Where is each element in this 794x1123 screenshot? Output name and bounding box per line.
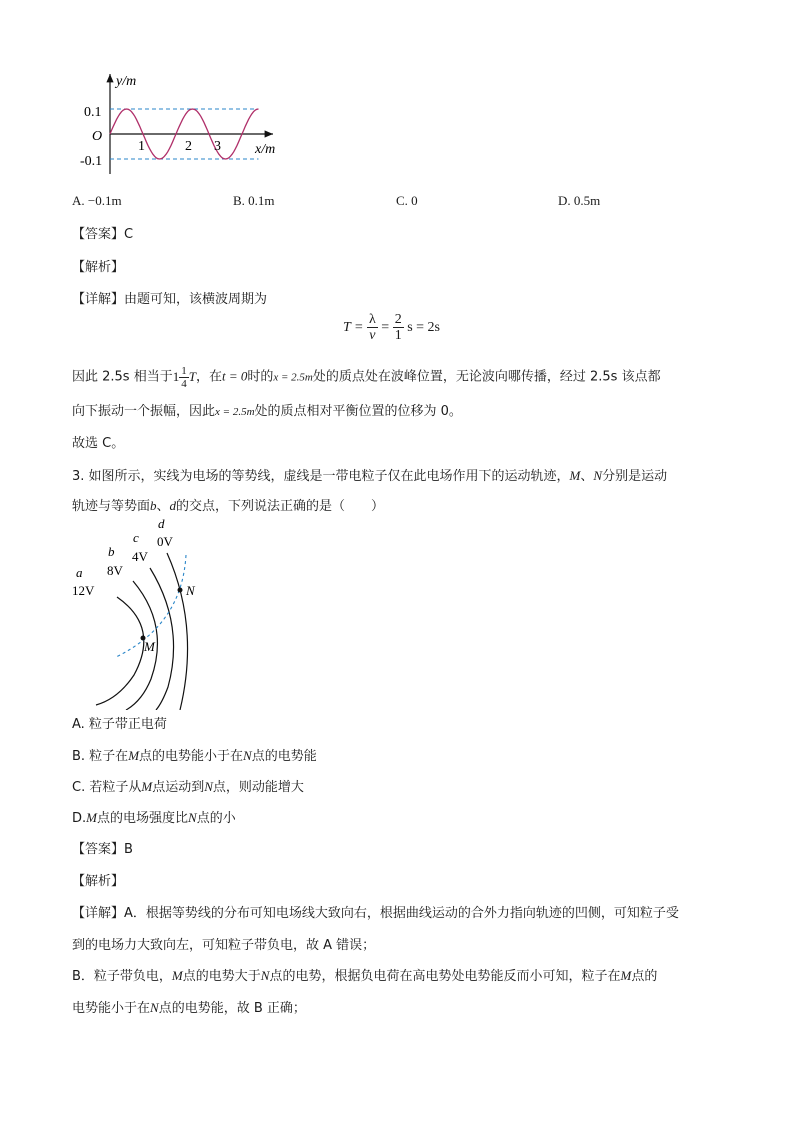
q2-detail-line3 (72, 400, 462, 419)
q2-detail-intro (72, 288, 267, 307)
q2-option-d: D. 0.5m (558, 193, 601, 208)
label-d-name: d (158, 516, 165, 531)
equipotential-a (96, 597, 144, 705)
label-a-name: a (76, 565, 83, 580)
q2-detail-line2 (72, 365, 661, 390)
q2-analysis-tag: 【解析】 (72, 260, 125, 275)
line2-text-c: 时的 (247, 369, 274, 385)
label-d-voltage: 0V (157, 534, 173, 549)
answer-value: C (124, 227, 134, 242)
q3-detail-line3: B．粒子带负电，M点的电势大于N点的电势，根据负电荷在高电势处电势能反而小可知，粒子在M点的 (72, 968, 658, 984)
equipotential-d (167, 553, 188, 710)
line2-text-b: ，在 (195, 369, 222, 385)
origin-label: O (92, 129, 103, 144)
q2-option-c: C. 0 (396, 193, 418, 208)
x-equals-2.5m: x = 2.5m (273, 371, 313, 384)
q3-analysis-tag: 【解析】 (72, 874, 125, 889)
q3-option-d: D.M点的电场强度比N点的小 (72, 810, 236, 826)
y-tick-0.1: 0.1 (84, 105, 102, 120)
q3-detail-line4: 电势能小于在N点的电势能，故 B 正确； (72, 1000, 306, 1016)
q3-detail-line1: 【详解】A．根据等势线的分布可知电场线大致向右，根据曲线运动的合外力指向轨迹的凹侧，可知粒子受 (72, 906, 679, 921)
x-tick-3: 3 (214, 139, 221, 154)
x-tick-1: 1 (138, 139, 145, 154)
line2-text-d: 处的质点处在波峰位置，无论波向哪传播，经过 2.5s 该点都 (312, 369, 661, 385)
q3-stem-line2: 轨迹与等势面b、d的交点，下列说法正确的是（ ） (72, 498, 385, 514)
x-tick-2: 2 (185, 139, 192, 154)
q3-option-b: B. 粒子在M点的电势能小于在N点的电势能 (72, 748, 317, 764)
q2-conclusion: 故选 C。 (72, 436, 125, 451)
label-c-name: c (133, 530, 139, 545)
q2-option-a: A. −0.1m (72, 193, 122, 208)
period-formula (343, 312, 440, 344)
answer-tag: 【答案】 (72, 227, 125, 242)
q2-option-b: B. 0.1m (233, 193, 275, 208)
q3-option-c: C. 若粒子从M点运动到N点，则动能增大 (72, 779, 304, 795)
line3-text-b: 处的质点相对平衡位置的位移为 0。 (254, 404, 462, 419)
label-N: N (186, 583, 195, 598)
wave-graph (70, 68, 300, 180)
q3-stem-line1: 3. 如图所示，实线为电场的等势线，虚线是一带电粒子仅在此电场作用下的运动轨迹，M、N分别是运动 (72, 468, 668, 484)
q3-option-a: A. 粒子带正电荷 (72, 717, 167, 732)
x-axis-label: x/m (255, 142, 276, 157)
y-axis-label: y/m (116, 74, 137, 89)
q3-detail-line2: 到的电场力大致向左，可知粒子带负电，故 A 错误； (72, 938, 376, 953)
y-tick-minus-0.1: -0.1 (80, 154, 103, 169)
equipotential-figure (70, 515, 210, 710)
label-b-name: b (108, 544, 115, 559)
formula-rhs: s = 2s (407, 320, 440, 336)
fraction-2-1: $\frac{2}{1}$ (394, 312, 402, 344)
mixed-fraction: 1 $\frac{1}{4}$ T (172, 365, 196, 391)
x-equals-2.5m: x = 2.5m (215, 406, 255, 418)
label-c-voltage: 4V (132, 549, 148, 564)
detail-tag: 【详解】 (72, 292, 125, 307)
q3-answer: 【答案】B (72, 842, 133, 857)
point-N (178, 588, 183, 593)
t-equals-0: t = 0 (221, 368, 248, 384)
fraction-lambda-v: $\frac{\lambda}{v}$ (368, 312, 376, 344)
formula-lhs: T = (343, 320, 364, 336)
q2-answer (72, 223, 133, 242)
formula-eq: = (381, 320, 390, 336)
label-b-voltage: 8V (107, 563, 123, 578)
label-M: M (144, 639, 155, 654)
detail-intro-text: 由题可知，该横波周期为 (124, 292, 268, 307)
label-a-voltage: 12V (72, 583, 95, 598)
line2-text-a: 因此 2.5s 相当于 (72, 369, 173, 385)
line3-text-a: 向下振动一个振幅，因此 (72, 404, 216, 419)
